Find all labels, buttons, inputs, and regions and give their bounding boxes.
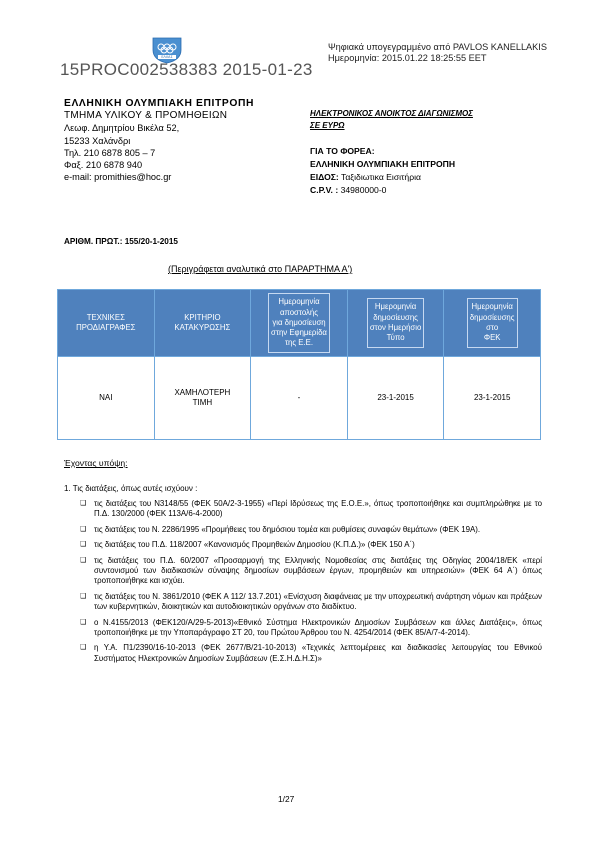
cell-line: ΚΑΤΑΚΥΡΩΣΗΣ: [174, 323, 231, 332]
agency-cpv-label: C.P.V. :: [310, 185, 339, 195]
header-cell-award: [154, 290, 251, 357]
address-line-1: Λεωφ. Δημητρίου Βικέλα 52,: [64, 123, 180, 134]
department-name: ΤΜΗΜΑ ΥΛΙΚΟΥ & ΠΡΟΜΗΘΕΙΩΝ: [64, 110, 228, 122]
list-item: [80, 592, 542, 613]
agency-type-value: Ταξιδιωτικα Εισιτήρια: [341, 172, 421, 182]
cell-award: [154, 357, 251, 440]
logo-text: ΕΛΛΑΣ: [161, 55, 173, 60]
cell-line: στον Ημερήσιο: [369, 323, 422, 332]
cell-line: ΚΡΙΤΗΡΙΟ: [184, 312, 221, 322]
cell-line: δημοσίευσης: [469, 312, 515, 322]
list-item-text: η Υ.Α. Π1/2390/16-10-2013 (ΦΕΚ 2677/Β/21-10-2013) «Τεχνικές λεπτομέρειες και διαδικασίες λειτουργίας του Εθνικού Συστήματος Ηλεκτρονικών Δημοσίων Συμβάσεων (Ε.Σ.Η.Δ.Η.Σ)»: [94, 643, 542, 663]
cell-line: ΧΑΜΗΛΟΤΕΡΗ: [174, 387, 231, 397]
fax: Φαξ. 210 6878 940: [64, 160, 143, 171]
cell-text: [474, 393, 510, 402]
list-item-text: τις διατάξεις του Π.Δ. 60/2007 «Προσαρμογή της Ελληνικής Νομοθεσίας στις διατάξεις της Οδηγίας 2004/18/ΕΚ «περί συντονισμού των διαδικασιών σύναψης δημοσίων συμβάσεων έργων, προμηθειών και υπηρεσιών» (ΦΕΚ 64 Α΄) όπως τροποποιήθηκε και ισχύει.: [94, 555, 542, 586]
cell-line: ΤΕΧΝΙΚΕΣ: [86, 312, 125, 322]
cell-line: ΦΕΚ: [483, 333, 501, 343]
cell-text: [298, 393, 301, 402]
cell-line: -: [297, 392, 301, 402]
list-item: [80, 643, 542, 664]
page-number: 1/27: [278, 794, 295, 804]
protocol-number: ΑΡΙΘΜ. ΠΡΩΤ.: 155/20-1-2015: [64, 237, 178, 246]
cell-line: ΤΙΜΗ: [192, 398, 213, 407]
cell-text: [377, 393, 413, 402]
checkbox-bullet-icon: ❑: [80, 525, 87, 533]
agency-block: [310, 145, 455, 197]
cell-line: δημοσίευσης: [373, 312, 418, 322]
cell-text: [467, 298, 518, 347]
cell-text: [367, 298, 424, 347]
agency-for-value: ΕΛΛΗΝΙΚΗ ΟΛΥΜΠΙΑΚΗ ΕΠΙΤΡΟΠΗ: [310, 159, 456, 169]
annex-note: (Περιγράφεται αναλυτικά στο ΠΑΡΑΡΤΗΜΑ Α'): [168, 264, 353, 274]
list-item-text: ο Ν.4155/2013 (ΦΕΚ120/Α/29-5-2013)«Εθνικό Σύστημα Ηλεκτρονικών Δημοσίων Συμβάσεων και άλλες Διατάξεις», όπως τροποποιήθηκε με την Υποπαράγραφο ΣΤ 20, του Πρώτου Άρθρου του Ν. 4254/2014 (ΦΕΚ 85/Α/7-4-2014).: [94, 617, 542, 638]
cell-text: [99, 393, 112, 402]
list-item-text: τις διατάξεις του Ν. 2286/1995 «Προμήθειες του δημόσιου τομέα και ρυθμίσεις συναφών θεμάτων» (ΦΕΚ 19Α).: [94, 524, 481, 534]
table-row: [58, 357, 541, 440]
cell-line: 23-1-2015: [473, 392, 511, 402]
organization-block: [64, 98, 254, 183]
cell-line: στο: [486, 323, 499, 332]
digital-signature: [328, 42, 558, 63]
cell-text: [174, 388, 230, 408]
organization-name: ΕΛΛΗΝΙΚΗ ΟΛΥΜΠΙΑΚΗ ΕΠΙΤΡΟΠΗ: [64, 98, 255, 109]
list-item: [80, 540, 542, 550]
table-header-row: [58, 290, 541, 357]
agency-for-label: ΓΙΑ ΤΟ ΦΟΡΕΑ:: [310, 146, 375, 156]
list-item: [80, 525, 542, 535]
cell-line: ΝΑΙ: [99, 392, 113, 402]
signature-date: Ημερομηνία: 2015.01.22 18:25:55 EET: [328, 52, 487, 63]
procedure-line-1: ΗΛΕΚΤΡΟΝΙΚΟΣ ΑΝΟΙΚΤΟΣ ΔΙΑΓΩΝΙΣΜΟΣ: [310, 109, 473, 118]
list-item-text: τις διατάξεις του Ν3148/55 (ΦΕΚ 50Α/2-3-1955) «Περί Ιδρύσεως της Ε.Ο.Ε.», όπως τροποποιήθηκε και συμπληρώθηκε με το Π.Δ. 130/2000 (ΦΕΚ 113Α/6-4-2000): [94, 499, 542, 519]
phone: Τηλ. 210 6878 805 – 7: [64, 147, 156, 158]
header-cell-specs: [58, 290, 155, 357]
list-item: [80, 556, 542, 587]
cell-line: ΠΡΟΔΙΑΓΡΑΦΕΣ: [76, 323, 136, 332]
cell-line: για δημοσίευση: [272, 317, 326, 327]
cell-text: [268, 293, 330, 352]
list-item-text: τις διατάξεις του Ν. 3861/2010 (ΦΕΚ Α 112/ 13.7.201) «Ενίσχυση διαφάνειας με την υποχρεωτική ανάρτηση νόμων και πράξεων των κυβερνητικών, διοικητικών και αυτοδιοικητικών οργάνων στο διαδίκτυο.: [94, 591, 542, 612]
checkbox-bullet-icon: ❑: [80, 500, 87, 507]
cell-press: [347, 357, 444, 440]
cell-specs: [58, 357, 155, 440]
checkbox-bullet-icon: ❑: [80, 541, 87, 549]
checkbox-bullet-icon: ❑: [80, 592, 87, 600]
cell-line: Ημερομηνία: [278, 297, 320, 307]
checkbox-bullet-icon: ❑: [80, 618, 87, 626]
signature-signer: Ψηφιακά υπογεγραμμένο από PAVLOS KANELLAKIS: [328, 42, 547, 52]
cell-text: [174, 313, 230, 332]
specification-table: [57, 289, 541, 440]
agency-cpv-value: 34980000-0: [340, 185, 387, 195]
header-cell-fek: [444, 290, 541, 357]
document-id: 15PROC002538383 2015-01-23: [60, 60, 313, 79]
address-line-2: 15233 Χαλάνδρι: [64, 135, 131, 146]
cell-line: Ημερομηνία: [471, 302, 513, 312]
checkbox-bullet-icon: ❑: [80, 556, 87, 564]
cell-ojeu: [251, 357, 348, 440]
having-regard: Έχοντας υπόψη:: [64, 458, 128, 468]
provisions-list: [80, 499, 542, 669]
cell-line: στην Εφημερίδα: [271, 328, 327, 338]
cell-line: αποστολής: [279, 307, 319, 317]
section-1-heading: 1. Τις διατάξεις, όπως αυτές ισχύουν :: [64, 484, 198, 493]
email: e-mail: promithies@hoc.gr: [64, 172, 172, 183]
list-item: [80, 499, 542, 520]
cell-fek: [444, 357, 541, 440]
cell-line: Ημερομηνία: [374, 302, 417, 312]
agency-type-label: ΕΙΔΟΣ:: [310, 172, 339, 182]
header-cell-ojeu: [251, 290, 348, 357]
procedure-line-2: ΣΕ ΕΥΡΩ: [310, 121, 345, 130]
cell-text: [76, 313, 135, 332]
procedure-type: [310, 108, 473, 132]
cell-line: 23-1-2015: [377, 392, 414, 402]
header-cell-press: [347, 290, 444, 357]
list-item-text: τις διατάξεις του Π.Δ. 118/2007 «Κανονισμός Προμηθειών Δημοσίου (Κ.Π.Δ.)» (ΦΕΚ 150 Α΄): [94, 540, 415, 550]
cell-line: της Ε.Ε.: [284, 338, 314, 348]
checkbox-bullet-icon: ❑: [80, 644, 87, 652]
cell-line: Τύπο: [386, 333, 405, 343]
list-item: [80, 618, 542, 639]
